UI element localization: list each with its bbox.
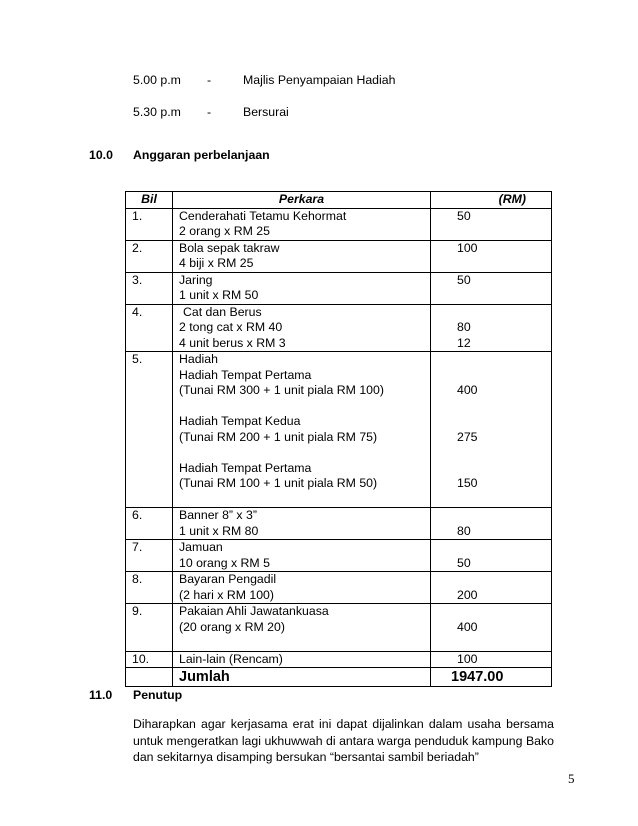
cell-bil: 3. [126,272,173,304]
cell-perkara [173,651,431,668]
cell-perkara [173,540,431,572]
section-10-title: Anggaran perbelanjaan [133,148,270,162]
perkara-line [179,445,430,461]
rm-value: 50 [457,208,471,223]
cell-rm [431,208,552,240]
cell-perkara [173,304,431,352]
schedule-activity: Majlis Penyampaian Hadiah [243,73,396,87]
perkara-line: Banner 8” x 3” [179,508,257,522]
cell-perkara [173,604,431,652]
cell-bil: 8. [126,572,173,604]
perkara-line: (Tunai RM 300 + 1 unit piala RM 100) [179,383,384,397]
cell-bil: 1. [126,208,173,240]
perkara-line: (20 orang x RM 20) [179,619,285,634]
perkara-line: Hadiah [179,352,218,366]
rm-value [437,368,551,384]
rm-value: 100 [457,240,478,255]
rm-value: 12 [457,335,471,350]
rm-value [437,256,551,272]
perkara-line: (2 hari x RM 100) [179,587,274,602]
section-11-title: Penutup [133,688,183,702]
rm-value: 80 [457,523,471,538]
header-rm: (RM) [431,192,552,209]
rm-value [437,224,551,240]
table-row [126,604,552,652]
table-row [126,352,552,508]
rm-value: 150 [457,476,478,490]
perkara-line: 2 tong cat x RM 40 [179,320,283,334]
cell-perkara [173,272,431,304]
cell-rm [431,540,552,572]
closing-paragraph: Diharapkan agar kerjasama erat ini dapat dijalinkan dalam usaha bersama untuk mengeratkan lagi ukhuwwah di antara warga penduduk kampung Bako dan sekitarnya disamping bersukan “bersantai sambil beriadah” [133,717,554,764]
rm-value: 50 [457,555,471,570]
cell-perkara [173,352,431,508]
perkara-line: (Tunai RM 200 + 1 unit piala RM 75) [179,429,378,444]
table-header-row [126,192,552,209]
perkara-line: Hadiah Tempat Pertama [179,367,312,382]
cell-bil [126,668,173,687]
cell-bil: 10. [126,651,173,668]
perkara-line: 4 unit berus x RM 3 [179,335,286,350]
perkara-line: 10 orang x RM 5 [179,555,270,570]
rm-value: 80 [457,320,471,334]
schedule-row [133,73,533,89]
perkara-line [179,492,430,508]
rm-value [437,414,551,430]
rm-value [437,461,551,477]
rm-value [437,540,551,556]
perkara-line: (Tunai RM 100 + 1 unit piala RM 50) [179,476,378,490]
rm-value: 400 [457,383,478,397]
cell-bil: 9. [126,604,173,652]
rm-value [437,445,551,461]
rm-value [437,492,551,508]
table-row [126,208,552,240]
page-number: 5 [568,771,575,786]
perkara-line: Hadiah Tempat Pertama [179,460,312,475]
perkara-line: Cenderahati Tetamu Kehormat [179,208,347,223]
cell-rm [431,352,552,508]
perkara-line: Bayaran Pengadil [179,572,277,586]
schedule-time: 5.30 p.m [133,105,181,119]
table-row [126,508,552,540]
cell-bil: 5. [126,352,173,508]
rm-value [437,572,551,588]
perkara-line [179,399,430,415]
cell-rm [431,604,552,652]
perkara-line: Jamuan [179,540,223,554]
perkara-line: Pakaian Ahli Jawatankuasa [179,604,329,618]
rm-value [437,305,551,321]
table-row [126,572,552,604]
perkara-line: 1 unit x RM 80 [179,523,259,538]
rm-value [437,604,551,620]
perkara-line: Lain-lain (Rencam) [179,651,283,666]
rm-value: 200 [457,587,478,602]
rm-value: 100 [457,651,478,666]
section-11-number: 11.0 [89,688,113,702]
table-row [126,240,552,272]
schedule-time: 5.00 p.m [133,73,181,87]
cell-perkara [173,208,431,240]
cell-perkara [173,240,431,272]
rm-value [437,508,551,524]
table-row [126,272,552,304]
cell-rm [431,651,552,668]
schedule-dash: - [207,73,212,87]
perkara-line: Jaring [179,272,213,287]
header-bil: Bil [126,192,173,209]
cell-bil: 4. [126,304,173,352]
perkara-line: Cat dan Berus [183,304,262,319]
schedule-row [133,105,533,121]
table-row [126,540,552,572]
cell-bil: 2. [126,240,173,272]
cell-rm [431,304,552,352]
total-label: Jumlah [173,668,431,687]
cell-rm [431,240,552,272]
perkara-line: Bola sepak takraw [179,240,280,255]
cell-perkara [173,572,431,604]
perkara-line: 4 biji x RM 25 [179,256,254,270]
rm-value [437,352,551,368]
rm-value: 275 [457,429,478,444]
perkara-line: Hadiah Tempat Kedua [179,414,301,428]
cell-rm [431,572,552,604]
schedule-activity: Bersurai [243,105,289,119]
cell-bil: 6. [126,508,173,540]
total-value: 1947.00 [431,668,552,687]
cell-perkara [173,508,431,540]
rm-value: 400 [457,619,478,634]
perkara-line: 2 orang x RM 25 [179,224,270,238]
table-row [126,651,552,668]
budget-table [125,191,552,687]
schedule-dash: - [207,105,212,119]
header-perkara: Perkara [173,192,431,209]
cell-bil: 7. [126,540,173,572]
total-row [126,668,552,687]
budget-body [126,208,552,687]
perkara-line: 1 unit x RM 50 [179,288,259,302]
cell-rm [431,272,552,304]
perkara-line [179,635,430,651]
rm-value [437,288,551,304]
cell-rm [431,508,552,540]
section-10-number: 10.0 [89,148,113,162]
rm-value: 50 [457,272,471,287]
rm-value [437,399,551,415]
table-row [126,304,552,352]
rm-value [437,635,551,651]
